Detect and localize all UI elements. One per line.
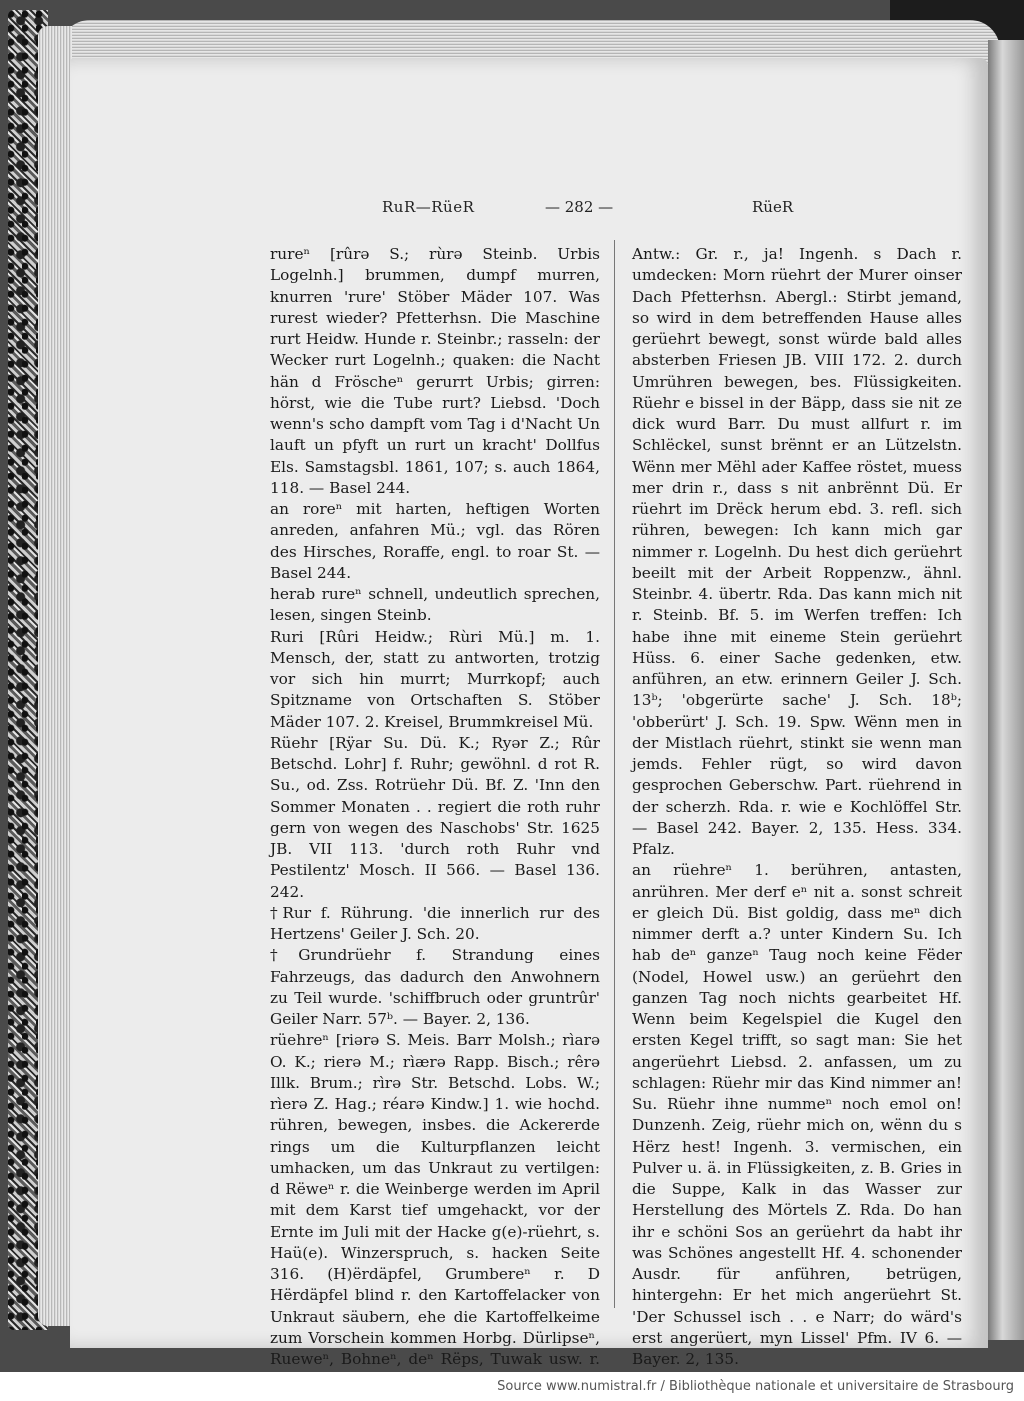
dictionary-page [70,58,988,1368]
entry: an rüehreⁿ 1. berühren, antasten, anrühren. Mer derf eⁿ nit a. sonst schreit er gleich Dü. Bist goldig, dass meⁿ dich nimmer derft a.? unter Kindern Su. Ich hab deⁿ ganzeⁿ Taug noch keine Fëder (Nodel, Howel usw.) an gerüehrt den ganzen Tag noch nichts gearbeitet Hf. Wenn beim Kegelspiel die Kugel den ersten Kegel trifft, so sagt man: Sie het angerüehrt Liebsd. 2. anfassen, um zu schlagen: Rüehr mir das Kind nimmer an! Su. Rüehr ihne nummeⁿ noch emol on! Dunzenh. Zeig, rüehr mich on, wënn du s Hërz hest! Ingenh. 3. vermischen, ein Pulver u. ä. in Flüssigkeiten, z. B. Gries in die Suppe, Kalk in das Wasser zur Herstellung des Mörtels Z. Rda. Do han ihr e schöni Sos an gerüehrt da habt ihr was Schönes angestellt Hf. 4. schonender Ausdr. für anführen, betrügen, hintergehn: Er het mich angerüehrt St. 'Der Schussel isch . . e Narr; do wärd's erst angerüert, myn Lissel' Pfm. IV 6. — Bayer. 2, 135. [632,861,962,1368]
entry: herab rureⁿ schnell, undeutlich sprechen, lesen, singen Steinb. [270,585,600,625]
running-head [70,198,988,222]
right-column [632,244,962,1372]
entry: Ruri [Rûri Heidw.; Rùri Mü.] m. 1. Mensch, der, statt zu antworten, trotzig vor sich hin murrt; Murrkopf; auch Spitzname von Ortschaften S. Stöber Mäder 107. 2. Kreisel, Brummkreisel Mü. [270,627,600,731]
page-number: — 282 — [545,198,614,216]
page-edges-right [988,40,1024,1340]
entry: Antw.: Gr. r., ja! Ingenh. s Dach r. umdecken: Morn rüehrt der Murer oinser Dach Pfetterhsn. Abergl.: Stirbt jemand, so wird in dem betreffenden Hause alles gerüehrt bewegt, sonst würde bald alles absterben Friesen JB. VIII 172. 2. durch Umrühren bewegen, bes. Flüssigkeiten. Rüehr e bissel in der Bäpp, dass sie nit ze dick wurd Barr. Du must allfurt r. im Schlëckel, sunst brënnt er an Lützelstn. Wënn mer Mëhl ader Kaffee röstet, muess mer drin r., dass s nit anbrënnt Dü. Er rüehrt im Drëck herum ebd. 3. refl. sich rühren, bewegen: Ich kann mich gar nimmer r. Logelnh. Du hest dich gerüehrt beeilt mit der Arbeit Roppenzw., ähnl. Steinbr. 4. übertr. Rda. Das kann mich nit r. Steinb. Bf. 5. im Werfen treffen: Ich habe ihne mit eineme Stein gerüehrt Hüss. 6. einer Sache gedenken, etw. anführen, an etw. erinnern Geiler J. Sch. 13ᵇ; 'obgerürte sache' J. Sch. 18ᵇ; 'obberürt' J. Sch. 19. Spw. Wënn men in der Mistlach rüehrt, stinkt sie wenn man jemds. Fehler rügt, so wird davon gesprochen Geberschw. Part. rüehrend in der scherzh. Rda. r. wie e Kochlöffel Str. — Basel 242. Bayer. 2, 135. Hess. 334. Pfalz. [632,245,962,858]
left-column [270,244,600,1372]
entry: an roreⁿ mit harten, heftigen Worten anreden, anfahren Mü.; vgl. das Rören des Hirsches, Roraffe, engl. to roar St. — Basel 244. [270,500,600,582]
source-footer [0,1372,1024,1401]
entry: †Grundrüehr f. Strandung eines Fahrzeugs, das dadurch den Anwohnern zu Teil wurde. 'schiffbruch oder gruntrûr' Geiler Narr. 57ᵇ. — Bayer. 2, 136. [270,946,600,1028]
column-rule [614,240,615,1308]
source-credit: Source www.numistral.fr / Bibliothèque nationale et universitaire de Strasbourg [497,1379,1014,1394]
entry: rüehreⁿ [riərə S. Meis. Barr Molsh.; rìarə O. K.; rierə M.; rìærə Rapp. Bisch.; rêrə Illk. Brum.; rìrə Str. Betschd. Lobs. W.; rìerə Z. Hag.; réarə Kindw.] 1. wie hochd. rühren, bewegen, insbes. die Ackererde rings um die Kulturpflanzen leicht umhacken, um das Unkraut zu vertilgen: d Rëweⁿ r. die Weinberge werden im April mit dem Karst tief umgehackt, vor der Ernte im Juli mit der Hacke g(e)-rüehrt, s. Haü(e). Winzerspruch, s. hacken Seite 316. (H)ërdäpfel, Grumbereⁿ r. D Hërdäpfel blind r. den Kartoffelacker von Unkraut säubern, ehe die Kartoffelkeime zum Vorschein kommen Horbg. Dürlipseⁿ, Rueweⁿ, Bohneⁿ, deⁿ Rëps, Tuwak usw. r. [270,1031,600,1368]
entry: Rüehr [Rÿar Su. Dü. K.; Ryər Z.; Rûr Betschd. Lohr] f. Ruhr; gewöhnl. d rot R. Su., od. Zss. Rotrüehr Dü. Bf. Z. 'Inn den Sommer Monaten . . regiert die roth ruhr gern von wegen des Naschobs' Str. 1625 JB. VII 113. 'durch roth Ruhr vnd Pestilentz' Mosch. II 566. — Basel 136. 242. [270,733,600,901]
entry: †Rur f. Rührung. 'die innerlich rur des Hertzens' Geiler J. Sch. 20. [270,903,600,943]
page-edges-left [38,26,72,1326]
running-head-right: RüeR [752,198,794,216]
running-head-left: RuR—RüeR [382,198,475,216]
entry: rureⁿ [rûrə S.; rùrə Steinb. Urbis Logelnh.] brummen, dumpf murren, knurren 'rure' Stöber Mäder 107. Was rurest wieder? Pfetterhsn. Die Maschine rurt Heidw. Hunde r. Steinbr.; rasseln: der Wecker rurt Logelnh.; quaken: die Nacht hän d Fröscheⁿ gerurrt Urbis; girren: hörst, wie die Tube rurt? Liebsd. 'Doch wenn's scho dampft vom Tag i d'Nacht Un lauft un pfyft un rurt un kracht' Dollfus Els. Samstagsbl. 1861, 107; s. auch 1864, 118. — Basel 244. [270,245,600,497]
